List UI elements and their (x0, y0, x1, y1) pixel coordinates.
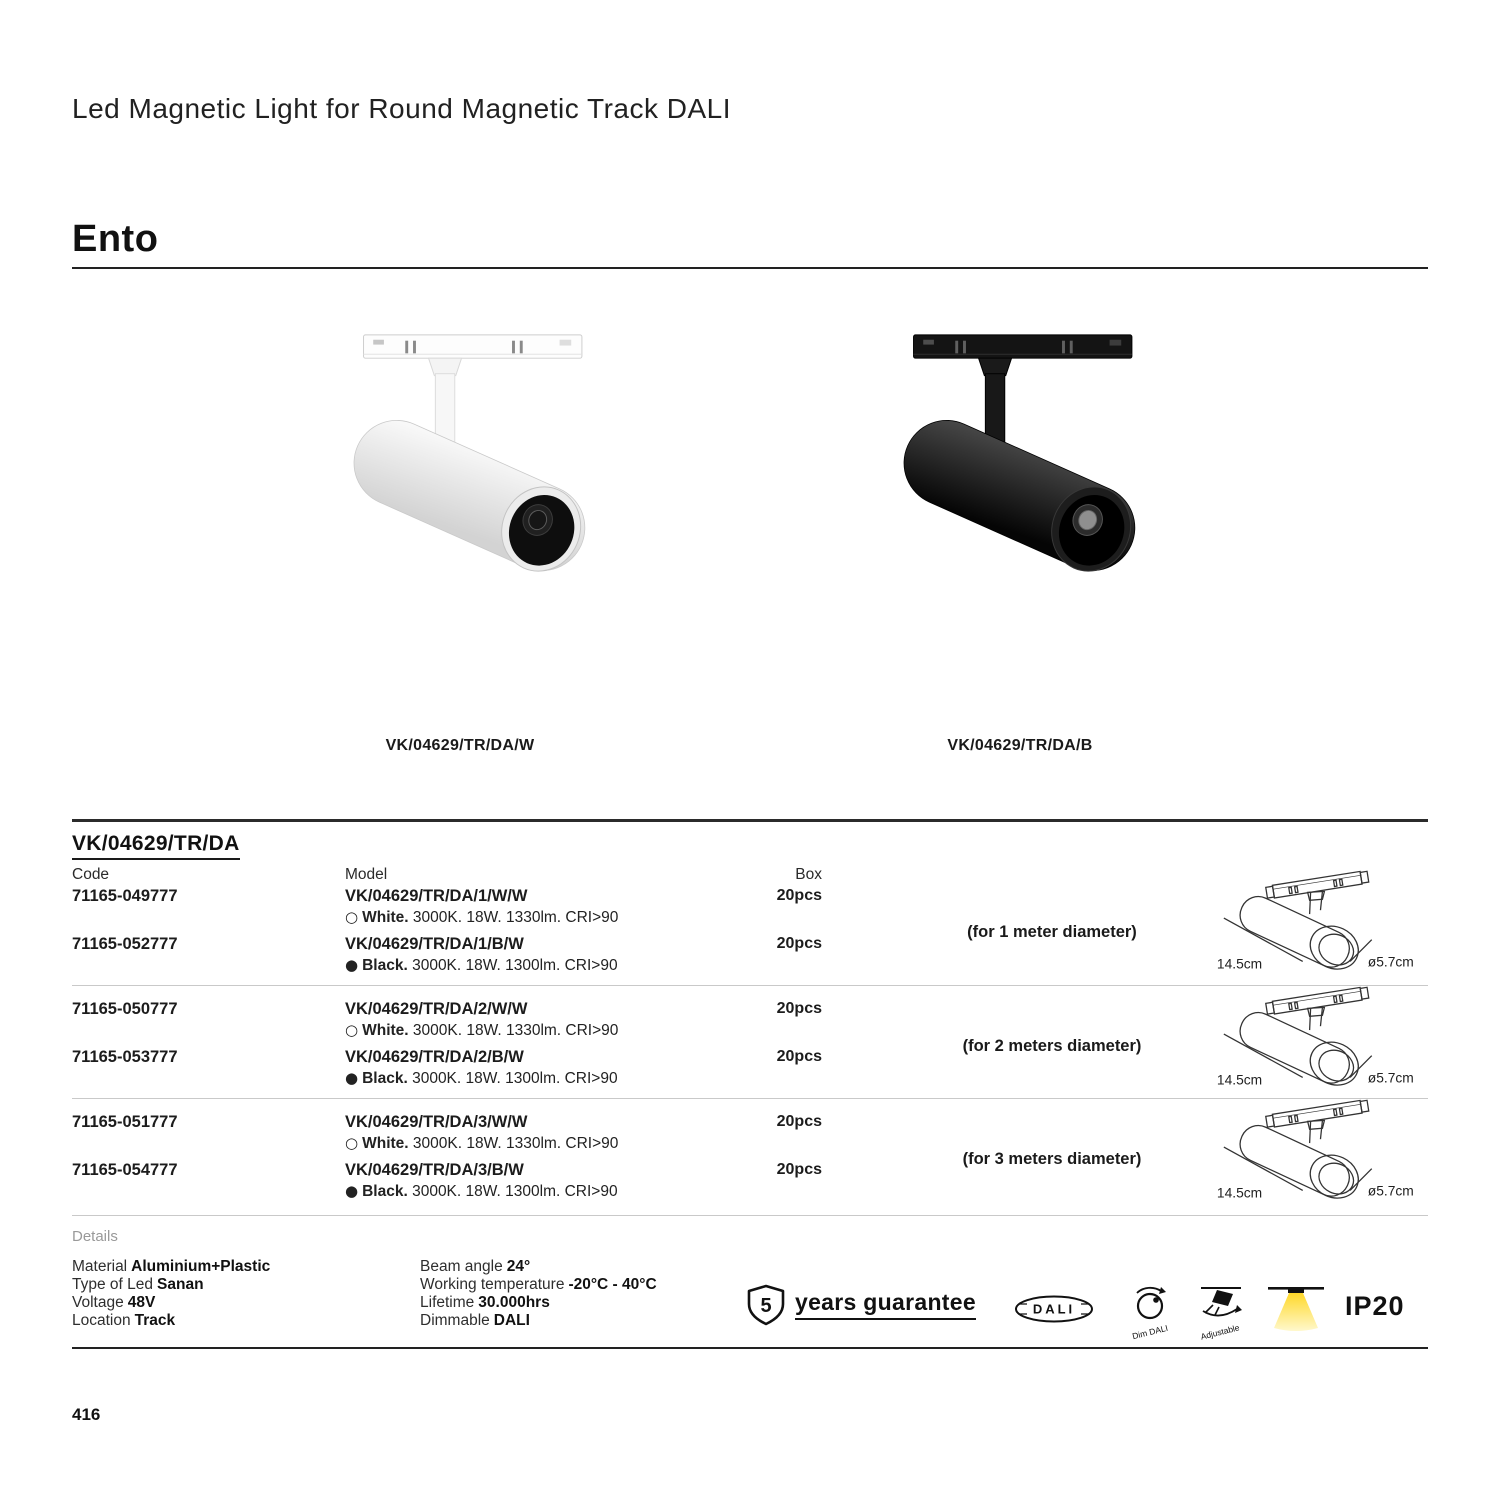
details-right-column (420, 1258, 657, 1330)
dim-dali-dial-icon (1127, 1283, 1173, 1321)
dali-logo-icon (1013, 1294, 1095, 1324)
detail-line: Voltage 48V (72, 1294, 156, 1311)
box-quantity: 20pcs (776, 887, 822, 904)
details-heading: Details (72, 1228, 118, 1245)
detail-line: Material Aluminium+Plastic (72, 1258, 271, 1275)
details-left-column (72, 1258, 270, 1330)
box-quantity: 20pcs (776, 1048, 822, 1065)
model-description: ○ White. 3000K. 18W. 1330lm. CRI>90 (345, 908, 619, 926)
black-finish-dot-icon: ● (345, 1182, 359, 1200)
detail-line: Type of Led Sanan (72, 1276, 204, 1293)
diameter-note: (for 2 meters diameter) (962, 1037, 1142, 1055)
page-title: Led Magnetic Light for Round Magnetic Track DALI (72, 93, 732, 124)
guarantee-shield-icon (745, 1284, 787, 1328)
adjustable-badge (1190, 1283, 1250, 1342)
product-image-white (315, 298, 645, 628)
white-finish-dot-icon: ○ (345, 1021, 359, 1039)
model-name: VK/04629/TR/DA/3/W/W (345, 1113, 528, 1131)
model-description: ○ White. 3000K. 18W. 1330lm. CRI>90 (345, 1134, 619, 1152)
section-code: VK/04629/TR/DA (72, 832, 240, 860)
dim-dali-badge (1120, 1283, 1180, 1342)
box-quantity: 20pcs (776, 1000, 822, 1017)
page-number: 416 (72, 1405, 101, 1424)
product-code: 71165-053777 (72, 1048, 178, 1066)
dim-dali-label: Dim DALI (1131, 1322, 1169, 1342)
black-finish-dot-icon: ● (345, 956, 359, 974)
model-description: ● Black. 3000K. 18W. 1300lm. CRI>90 (345, 1182, 618, 1200)
dimension-diameter-label: ø5.7cm (1367, 1183, 1414, 1199)
table-group-2 (72, 1000, 1428, 1098)
product-code: 71165-051777 (72, 1113, 178, 1131)
model-name: VK/04629/TR/DA/1/B/W (345, 935, 524, 953)
detail-line: Dimmable DALI (420, 1312, 530, 1329)
model-name: VK/04629/TR/DA/2/W/W (345, 1000, 528, 1018)
dimension-length-label: 14.5cm (1216, 1072, 1263, 1088)
model-description: ● Black. 3000K. 18W. 1300lm. CRI>90 (345, 956, 618, 974)
details-separator (72, 1215, 1428, 1216)
adjustable-spot-icon (1193, 1283, 1247, 1321)
divider-table-top (72, 819, 1428, 822)
product-code: 71165-050777 (72, 1000, 178, 1018)
svg-text:5: 5 (760, 1295, 772, 1317)
column-header-box: Box (795, 866, 822, 883)
dimension-length-label: 14.5cm (1216, 956, 1263, 972)
guarantee-label: years guarantee (795, 1289, 976, 1320)
product-image-black (865, 298, 1195, 628)
box-quantity: 20pcs (776, 935, 822, 952)
box-quantity: 20pcs (776, 1113, 822, 1130)
product-caption-black: VK/04629/TR/DA/B (947, 737, 1093, 754)
table-group-1 (72, 866, 1428, 985)
dimension-diameter-label: ø5.7cm (1367, 954, 1414, 970)
white-finish-dot-icon: ○ (345, 908, 359, 926)
diameter-note: (for 3 meters diameter) (962, 1150, 1142, 1168)
light-beam-icon (1267, 1285, 1325, 1333)
model-description: ● Black. 3000K. 18W. 1300lm. CRI>90 (345, 1069, 618, 1087)
svg-text:DALI: DALI (1032, 1301, 1076, 1317)
adjustable-label: Adjustable (1199, 1322, 1241, 1342)
dimension-diagram (1212, 866, 1424, 974)
ip-rating: IP20 (1345, 1291, 1405, 1321)
column-header-code: Code (72, 866, 110, 883)
product-caption-white: VK/04629/TR/DA/W (385, 737, 535, 754)
model-name: VK/04629/TR/DA/2/B/W (345, 1048, 524, 1066)
dimension-diagram (1212, 1095, 1424, 1203)
product-series-name: Ento (72, 218, 159, 260)
table-group-3 (72, 1113, 1428, 1215)
black-finish-dot-icon: ● (345, 1069, 359, 1087)
divider-under-title (72, 267, 1428, 269)
product-code: 71165-049777 (72, 887, 178, 905)
detail-line: Working temperature -20°C - 40°C (420, 1276, 657, 1293)
dimension-diagram (1212, 982, 1424, 1090)
detail-line: Beam angle 24° (420, 1258, 531, 1275)
dimension-length-label: 14.5cm (1216, 1185, 1263, 1201)
white-finish-dot-icon: ○ (345, 1134, 359, 1152)
diameter-note: (for 1 meter diameter) (967, 923, 1137, 941)
certification-badges (745, 1283, 1435, 1347)
model-description: ○ White. 3000K. 18W. 1330lm. CRI>90 (345, 1021, 619, 1039)
product-code: 71165-052777 (72, 935, 178, 953)
detail-line: Location Track (72, 1312, 176, 1329)
model-name: VK/04629/TR/DA/1/W/W (345, 887, 528, 905)
dimension-diameter-label: ø5.7cm (1367, 1070, 1414, 1086)
product-code: 71165-054777 (72, 1161, 178, 1179)
detail-line: Lifetime 30.000hrs (420, 1294, 550, 1311)
divider-bottom (72, 1347, 1428, 1349)
column-header-model: Model (345, 866, 388, 883)
model-name: VK/04629/TR/DA/3/B/W (345, 1161, 524, 1179)
box-quantity: 20pcs (776, 1161, 822, 1178)
